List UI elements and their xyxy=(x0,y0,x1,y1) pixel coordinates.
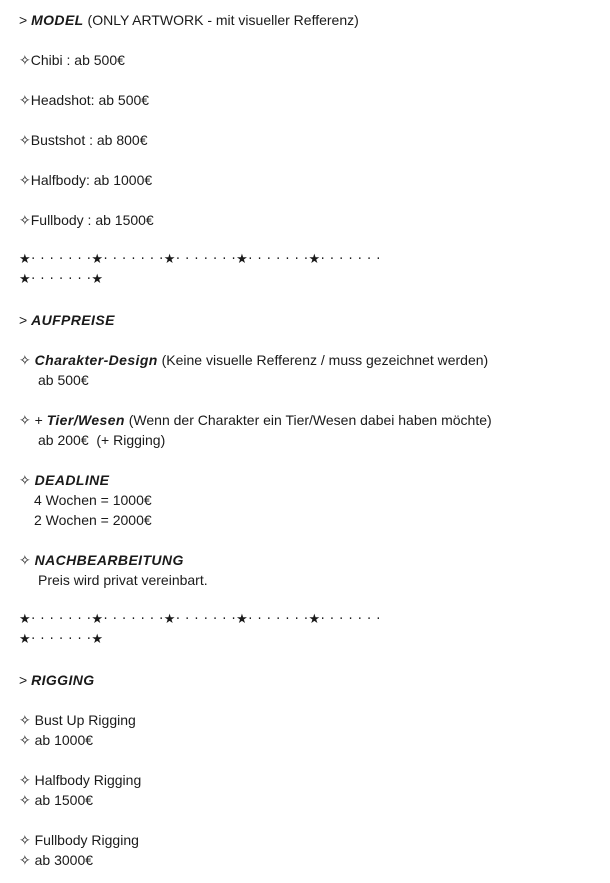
model-item-headshot: ✧Headshot: ab 500€ xyxy=(19,92,150,108)
rigging-title: RIGGING xyxy=(31,672,95,688)
model-item-chibi: ✧Chibi : ab 500€ xyxy=(19,52,125,68)
rigging-item-name: ✧ Fullbody Rigging xyxy=(19,832,139,848)
aufpreise-heading xyxy=(19,310,599,330)
deadline-line xyxy=(19,470,599,490)
deadline-title: DEADLINE xyxy=(34,472,110,488)
sparkle-bullet: ✧ xyxy=(19,552,35,568)
heading-prefix: > xyxy=(19,312,32,328)
model-note: (ONLY ARTWORK - mit visueller Refferenz) xyxy=(83,12,359,28)
price-list-document xyxy=(19,10,599,870)
nachbearbeitung-line xyxy=(19,550,599,570)
heading-prefix: > xyxy=(19,12,32,28)
model-title: MODEL xyxy=(31,12,84,28)
sparkle-bullet: ✧ xyxy=(19,352,35,368)
star-divider-row: ★· · · · · · ·★· · · · · · ·★· · · · · · ·★· · · · · · ·★· · · · · · · xyxy=(19,612,381,627)
heading-prefix: > xyxy=(19,672,32,688)
model-item-bustshot: ✧Bustshot : ab 800€ xyxy=(19,132,148,148)
rigging-item-price: ✧ ab 1000€ xyxy=(19,732,94,748)
deadline-option-4-weeks: 4 Wochen = 1000€ xyxy=(34,492,152,508)
rigging-item-name: ✧ Halfbody Rigging xyxy=(19,772,142,788)
star-divider-row: ★· · · · · · ·★ xyxy=(19,632,104,647)
tier-wesen-line xyxy=(19,410,599,430)
nachbearbeitung-note: Preis wird privat vereinbart. xyxy=(38,572,208,588)
charakter-design-price: ab 500€ xyxy=(38,372,89,388)
star-divider-row: ★· · · · · · ·★ xyxy=(19,272,104,287)
nachbearbeitung-title: NACHBEARBEITUNG xyxy=(34,552,184,568)
sparkle-bullet: ✧ xyxy=(19,472,35,488)
model-item-fullbody: ✧Fullbody : ab 1500€ xyxy=(19,212,154,228)
aufpreise-title: AUFPREISE xyxy=(31,312,115,328)
rigging-item-price: ✧ ab 1500€ xyxy=(19,792,94,808)
sparkle-bullet: ✧ + xyxy=(19,412,47,428)
charakter-design-note: (Keine visuelle Refferenz / muss gezeichnet werden) xyxy=(157,352,489,368)
tier-wesen-note: (Wenn der Charakter ein Tier/Wesen dabei haben möchte) xyxy=(124,412,492,428)
star-divider-row: ★· · · · · · ·★· · · · · · ·★· · · · · · ·★· · · · · · ·★· · · · · · · xyxy=(19,252,381,267)
charakter-design-line xyxy=(19,350,599,370)
model-item-halfbody: ✧Halfbody: ab 1000€ xyxy=(19,172,153,188)
rigging-heading xyxy=(19,670,599,690)
charakter-design-title: Charakter-Design xyxy=(34,352,158,368)
tier-wesen-price: ab 200€ (+ Rigging) xyxy=(38,432,166,448)
rigging-item-price: ✧ ab 3000€ xyxy=(19,852,94,868)
deadline-option-2-weeks: 2 Wochen = 2000€ xyxy=(34,512,152,528)
tier-wesen-title: Tier/Wesen xyxy=(46,412,125,428)
model-heading xyxy=(19,10,599,30)
rigging-item-name: ✧ Bust Up Rigging xyxy=(19,712,136,728)
